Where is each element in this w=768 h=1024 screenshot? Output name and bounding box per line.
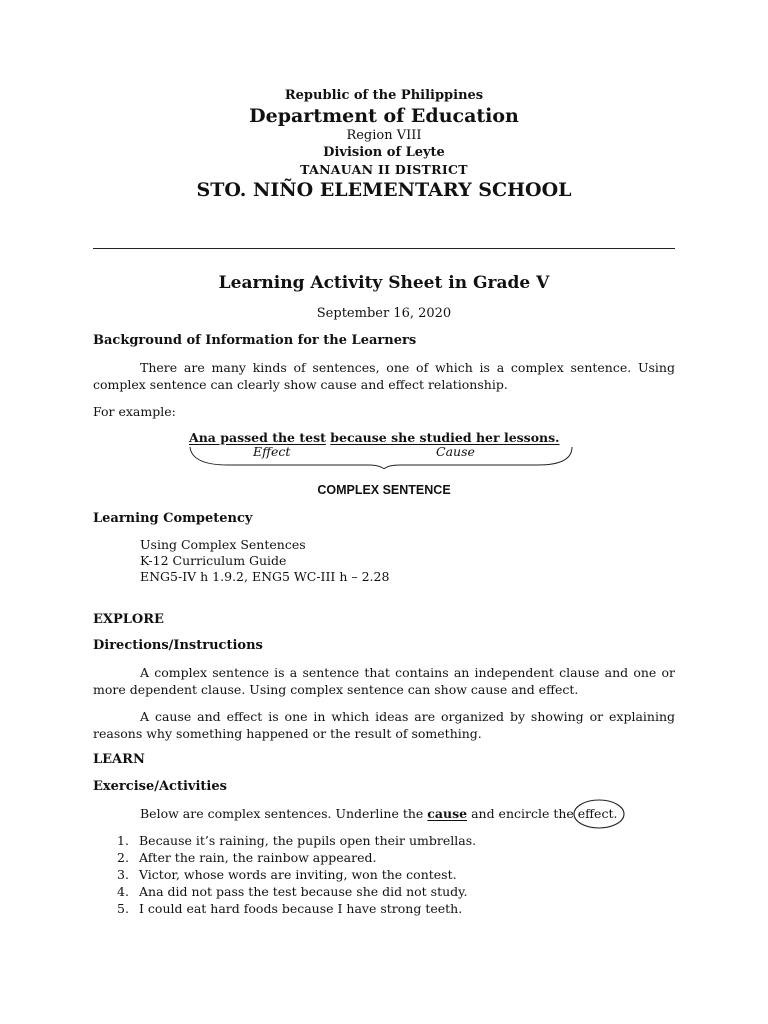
instruction-effect: effect [577, 806, 614, 821]
date: September 16, 2020 [316, 306, 452, 321]
list-item: 2. After the rain, the rainbow appeared. [117, 850, 377, 865]
complex-sentence-label: COMPLEX SENTENCE [317, 483, 451, 497]
instruction-pre: Below are complex sentences. Underline the [140, 806, 428, 821]
school-name: STO. NIÑO ELEMENTARY SCHOOL [196, 179, 572, 201]
instruction-cause: cause [427, 806, 468, 821]
exercise-heading: Exercise/Activities [93, 779, 227, 794]
explore-paragraph-2: A cause and effect is one in which ideas are organized by showing or explaining reasons why something happened or the result of something. [93, 709, 675, 741]
for-example-label: For example: [93, 404, 176, 419]
competency-line-3: ENG5-IV h 1.9.2, ENG5 WC-III h – 2.28 [140, 569, 390, 584]
example-cause-text: because she studied her lessons. [330, 430, 560, 445]
circle-icon [572, 798, 626, 830]
list-item: 1. Because it’s raining, the pupils open their umbrellas. [117, 833, 477, 848]
example-effect-text: Ana passed the test [189, 430, 326, 445]
explore-paragraph-1: A complex sentence is a sentence that contains an independent clause and one or more dependent clause. Using complex sentence can show cause and effect. [93, 665, 675, 697]
background-paragraph: There are many kinds of sentences, one of which is a complex sentence. Using complex sentence can clearly show cause and effect relationship. [93, 360, 675, 392]
department-line: Department of Education [249, 105, 519, 127]
effect-label: Effect [253, 444, 291, 459]
instruction-effect-wrap [578, 805, 614, 822]
directions-heading: Directions/Instructions [93, 638, 263, 653]
competency-heading: Learning Competency [93, 511, 253, 526]
page-title: Learning Activity Sheet in Grade V [218, 273, 550, 293]
region-line: Region VIII [346, 128, 422, 143]
competency-line-2: K-12 Curriculum Guide [140, 553, 287, 568]
instruction-mid: and encircle the [467, 806, 578, 821]
list-item: 5. I could eat hard foods because I have strong teeth. [117, 901, 463, 916]
instruction-end: . [613, 806, 618, 821]
division-line: Division of Leyte [323, 145, 445, 160]
exercise-instruction [140, 805, 617, 822]
background-heading: Background of Information for the Learners [93, 333, 417, 348]
list-item: 3. Victor, whose words are inviting, won the contest. [117, 867, 457, 882]
competency-line-1: Using Complex Sentences [140, 537, 306, 552]
list-item: 4. Ana did not pass the test because she did not study. [117, 884, 468, 899]
republic-line: Republic of the Philippines [284, 88, 484, 103]
brace-icon [188, 443, 576, 469]
learn-heading: LEARN [93, 752, 145, 767]
district-line: TANAUAN II DISTRICT [300, 162, 468, 177]
cause-label: Cause [436, 444, 475, 459]
header-divider [93, 248, 675, 249]
explore-heading: EXPLORE [93, 612, 164, 627]
